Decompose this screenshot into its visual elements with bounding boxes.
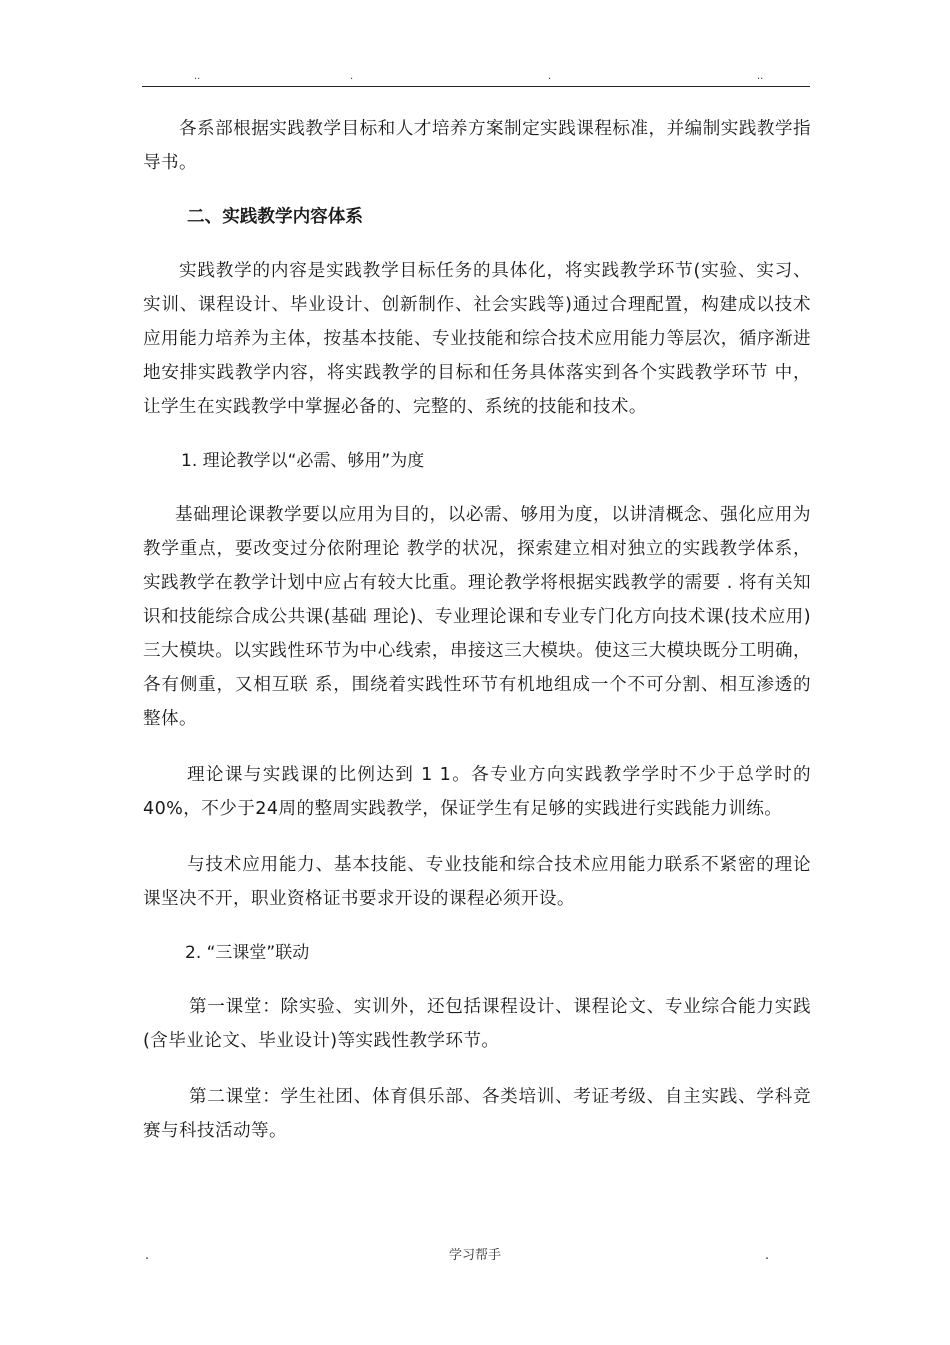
subsection-heading: 1. 理论教学以“必需、够用”为度 <box>181 451 425 471</box>
header-mark: . <box>350 71 354 82</box>
paragraph: 与技术应用能力、基本技能、专业技能和综合技术应用能力联系不紧密的理论课坚决不开，职业资格证书要求开设的课程必须开设。 <box>143 855 811 909</box>
paragraph: 实践教学的内容是实践教学目标任务的具体化，将实践教学环节(实验、实习、实训、课程设计、毕业设计、创新制作、社会实践等)通过合理配置，构建成以技术 应用能力培养为主体，按基本技能、专业技能和综合技术应用能力等层次，循序渐进地安排实践教学内容，将实践教学的目标和任务具体落实到各个实践教学环节 中，让学生在实践教学中掌握必备的、完整的、系统的技能和技术。 <box>143 261 811 417</box>
header-mark: .. <box>757 71 764 82</box>
footer-mark: . <box>145 1248 150 1263</box>
paragraph: 第二课堂：学生社团、体育俱乐部、各类培训、考证考级、自主实践、学科竞赛与科技活动等。 <box>143 1087 811 1141</box>
footer-mark: . <box>765 1248 770 1263</box>
page-header-marks <box>0 72 950 86</box>
paragraph: 第一课堂：除实验、实训外，还包括课程设计、课程论文、专业综合能力实践(含毕业论文、毕业设计)等实践性教学环节。 <box>143 997 811 1051</box>
subsection-heading: 2. “三课堂”联动 <box>185 943 310 963</box>
header-rule <box>142 86 810 87</box>
section-heading: 二、实践教学内容体系 <box>187 207 363 227</box>
page-footer <box>0 1248 950 1268</box>
header-mark: .. <box>194 71 201 82</box>
paragraph: 理论课与实践课的比例达到 1 1。各专业方向实践教学学时不少于总学时的40%，不少于24周的整周实践教学，保证学生有足够的实践进行实践能力训练。 <box>143 765 811 819</box>
header-mark: . <box>548 71 552 82</box>
paragraph: 各系部根据实践教学目标和人才培养方案制定实践课程标准，并编制实践教学指导书。 <box>143 119 811 173</box>
footer-title: 学习帮手 <box>448 1248 501 1263</box>
document-body <box>143 112 811 1148</box>
paragraph: 基础理论课教学要以应用为目的，以必需、够用为度，以讲清概念、强化应用为教学重点，要改变过分依附理论 教学的状况，探索建立相对独立的实践教学体系，实践教学在教学计划中应占有较大比重。理论教学将根据实践教学的需要 . 将有关知识和技能综合成公共课(基础 理论)、专业理论课和专业专门化方向技术课(技术应用)三大模块。以实践性环节为中心线索，串接这三大模块。使这三大模块既分工明确，各有侧重，又相互联 系，围绕着实践性环节有机地组成一个不可分割、相互渗透的整体。 <box>143 505 811 729</box>
